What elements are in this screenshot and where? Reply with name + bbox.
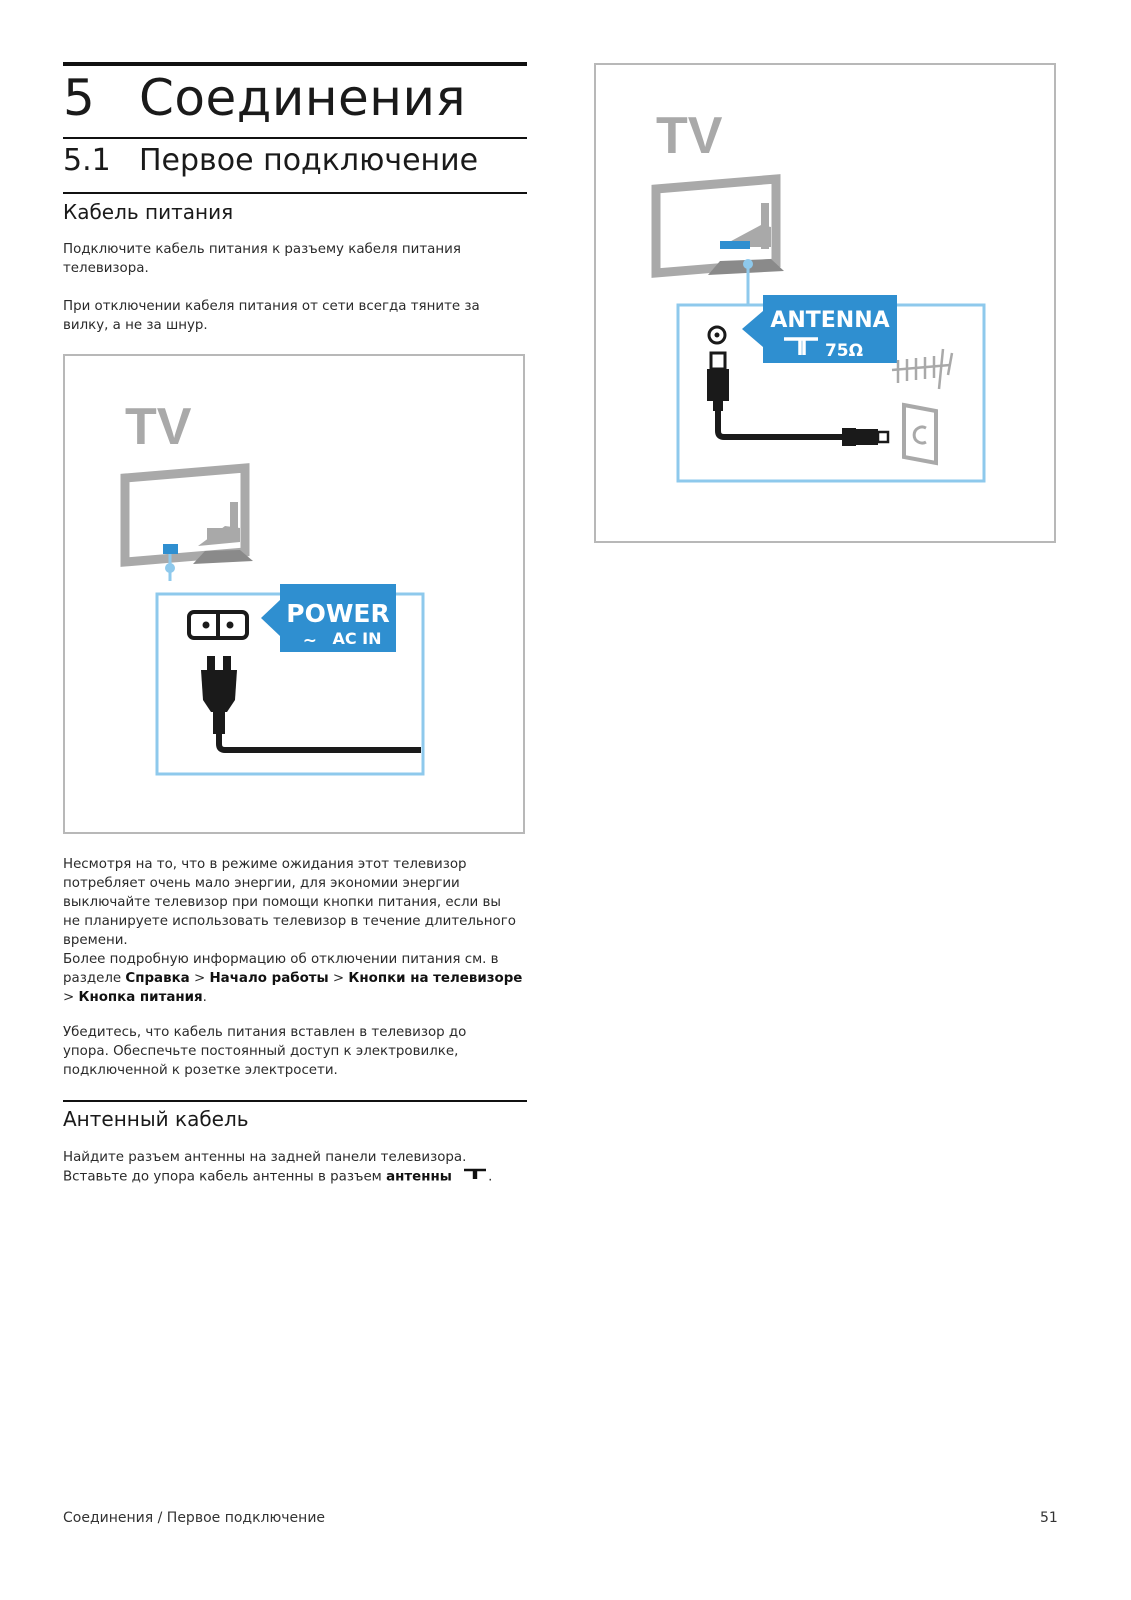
- power-cable-heading: Кабель питания: [63, 200, 234, 224]
- text-line: При отключении кабеля питания от сети всегда тяните за: [63, 299, 480, 314]
- text-line: телевизора.: [63, 261, 149, 276]
- antenna-badge-sub: 75Ω: [824, 341, 864, 361]
- power-badge-arrow: [261, 600, 280, 636]
- text-line: Подключите кабель питания к разъему кабеля питания: [63, 242, 461, 257]
- power-connection-figure: [63, 354, 525, 834]
- ac-symbol: ~: [302, 631, 317, 651]
- tv-icon: [125, 468, 253, 564]
- antenna-connection-figure: [594, 63, 1056, 543]
- text-line: Несмотря на то, что в режиме ожидания этот телевизор: [63, 857, 467, 872]
- text-line: Найдите разъем антенны на задней панели телевизора.: [63, 1150, 467, 1165]
- text-line: разделе: [63, 971, 122, 986]
- link-tv-buttons[interactable]: Кнопки на телевизоре: [348, 971, 523, 986]
- wall-socket-icon: [904, 405, 936, 463]
- power-cable-paragraph-1: [63, 240, 529, 278]
- tv-label: TV: [125, 398, 192, 456]
- chapter-top-rule: [63, 62, 527, 66]
- breadcrumb-separator: >: [332, 971, 345, 986]
- section-top-rule: [63, 137, 527, 139]
- footer-breadcrumb: Соединения / Первое подключение: [63, 1510, 326, 1526]
- text-line: не планируете использовать телевизор в течение длительного: [63, 914, 516, 929]
- link-power-button[interactable]: Кнопка питания: [78, 990, 203, 1005]
- chapter-number: 5: [63, 69, 96, 127]
- link-help[interactable]: Справка: [125, 971, 190, 986]
- power-cable-paragraph-5: [63, 1023, 529, 1080]
- power-socket-icon: [189, 612, 247, 638]
- text-period: .: [488, 1169, 493, 1185]
- section-number: 5.1: [63, 143, 111, 178]
- chapter-title-text: Соединения: [139, 69, 467, 127]
- text-line: Вставьте до упора кабель антенны в разъем: [63, 1169, 382, 1185]
- tv-port-dot: [743, 259, 753, 269]
- breadcrumb-separator: >: [193, 971, 206, 986]
- antenna-port-icon: [709, 327, 725, 343]
- power-badge-sub: AC IN: [332, 629, 382, 648]
- coax-plug-icon: [707, 353, 842, 437]
- antenna-badge-arrow: [742, 311, 763, 347]
- text-line: Убедитесь, что кабель питания вставлен в телевизор до: [63, 1025, 467, 1040]
- tv-port-dot: [165, 563, 175, 573]
- subsection-top-rule: [63, 192, 527, 194]
- breadcrumb-separator: >: [63, 990, 75, 1005]
- chapter-title: [63, 68, 466, 128]
- power-diagram: [65, 356, 523, 832]
- section-title-text: Первое подключение: [139, 143, 479, 178]
- text-line: выключайте телевизор при помощи кнопки питания, если вы: [63, 895, 501, 910]
- antenna-cable-heading: Антенный кабель: [63, 1107, 249, 1131]
- tv-icon: [656, 179, 784, 275]
- section-title: [63, 143, 478, 179]
- tv-label: TV: [656, 107, 723, 165]
- text-line: подключенной к розетке электросети.: [63, 1063, 338, 1078]
- text-period: .: [202, 990, 207, 1005]
- antenna-term: антенны: [386, 1169, 452, 1185]
- antenna-connector-icon: [462, 1167, 488, 1186]
- text-line: времени.: [63, 933, 128, 948]
- antenna-badge-title: ANTENNA: [770, 308, 890, 333]
- antenna-diagram: [596, 65, 1054, 541]
- rooftop-antenna-icon: [892, 349, 952, 389]
- text-line: упора. Обеспечьте постоянный доступ к электровилке,: [63, 1044, 459, 1059]
- power-plug-icon: [201, 656, 421, 750]
- power-cable-paragraph-2: [63, 297, 529, 335]
- power-badge-title: POWER: [286, 599, 390, 628]
- antenna-section-rule: [63, 1100, 527, 1102]
- text-line: Более подробную информацию об отключении питания см. в: [63, 952, 499, 967]
- text-line: вилку, а не за шнур.: [63, 318, 208, 333]
- text-line: потребляет очень мало энергии, для экономии энергии: [63, 876, 460, 891]
- wall-plug-icon: [842, 428, 888, 446]
- page-number: 51: [1040, 1510, 1058, 1526]
- antenna-cable-paragraph: [63, 1148, 529, 1187]
- link-getting-started[interactable]: Начало работы: [209, 971, 329, 986]
- power-cable-paragraph-3: [63, 855, 529, 1007]
